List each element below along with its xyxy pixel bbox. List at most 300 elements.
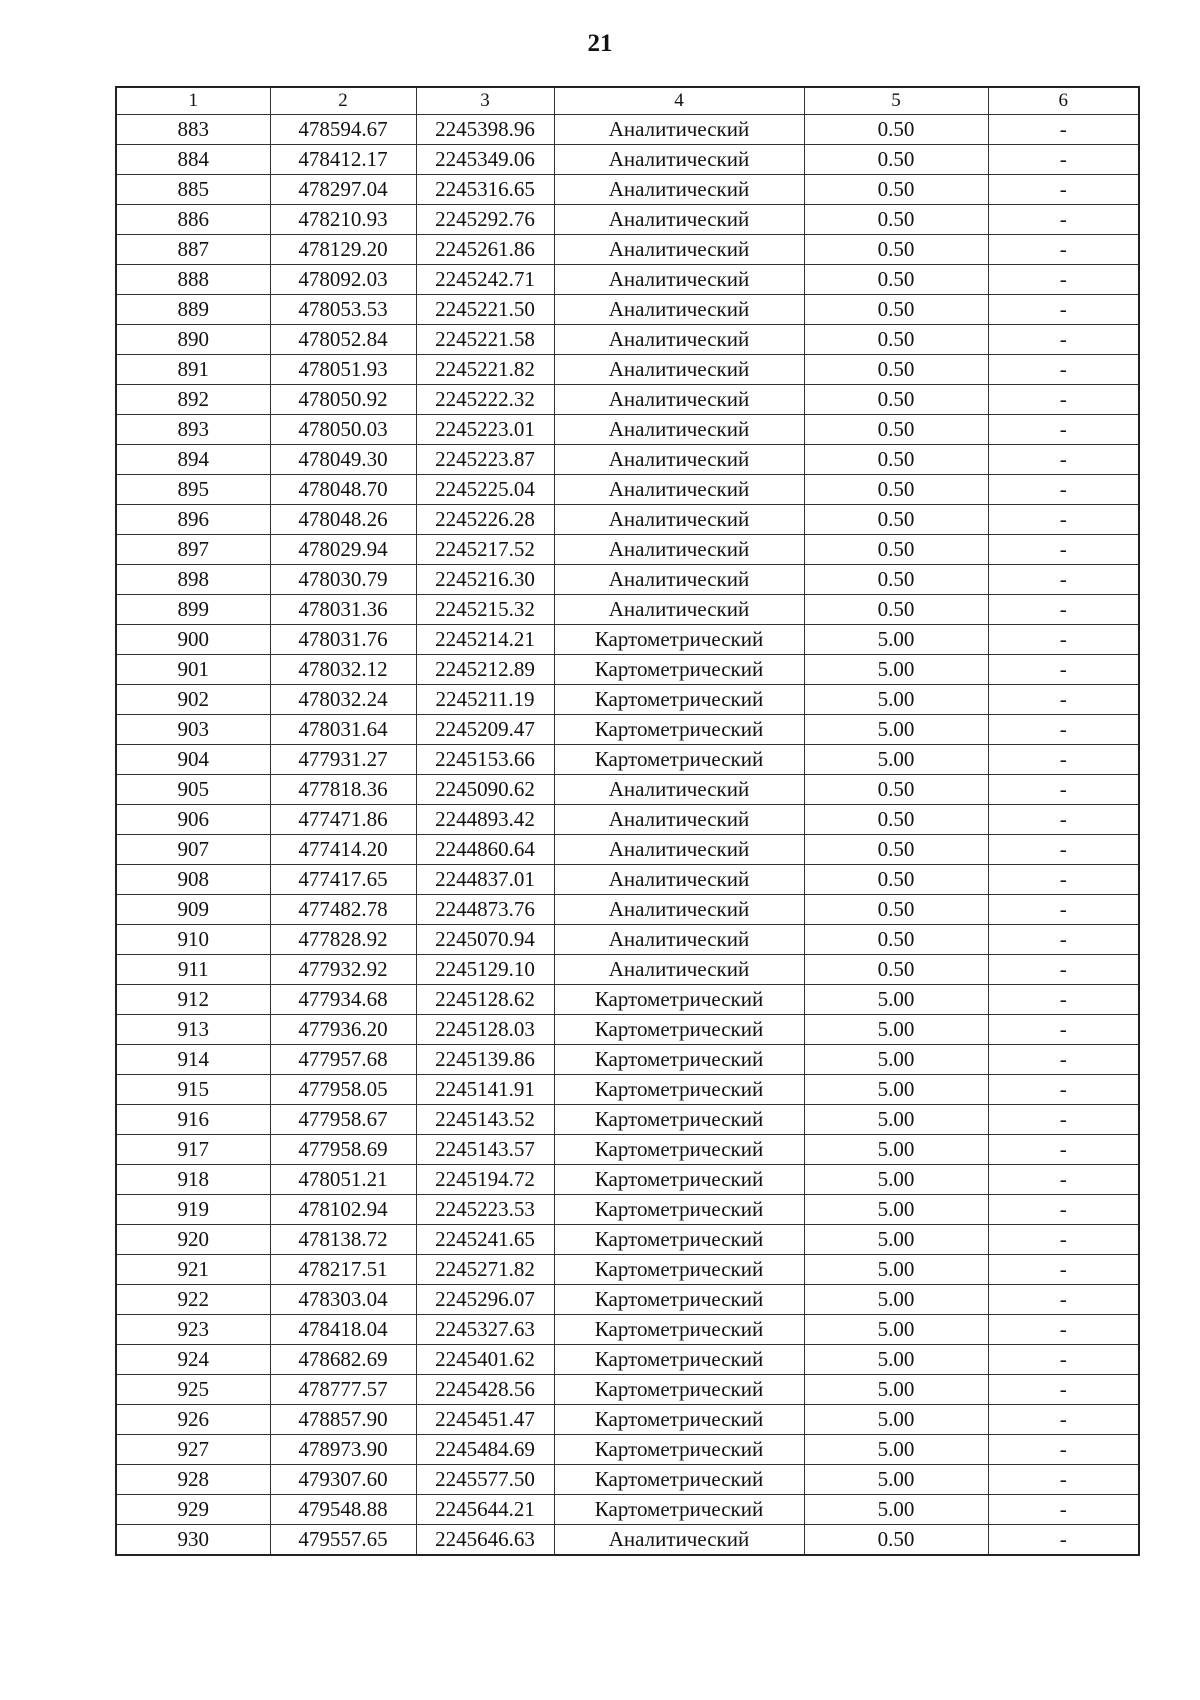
y-coordinate-cell: 2245153.66 [416, 745, 554, 775]
accuracy-cell: 0.50 [804, 505, 988, 535]
note-cell: - [988, 685, 1139, 715]
table-row [116, 1465, 1139, 1495]
accuracy-cell: 0.50 [804, 565, 988, 595]
note-cell: - [988, 1525, 1139, 1556]
point-number-cell: 886 [116, 205, 270, 235]
table-row [116, 625, 1139, 655]
note-cell: - [988, 955, 1139, 985]
point-number-cell: 924 [116, 1345, 270, 1375]
method-cell: Картометрический [554, 1195, 804, 1225]
method-cell: Аналитический [554, 505, 804, 535]
x-coordinate-cell: 478594.67 [270, 115, 416, 145]
table-row [116, 895, 1139, 925]
x-coordinate-cell: 478052.84 [270, 325, 416, 355]
method-cell: Картометрический [554, 625, 804, 655]
x-coordinate-cell: 479307.60 [270, 1465, 416, 1495]
method-cell: Картометрический [554, 1105, 804, 1135]
y-coordinate-cell: 2245241.65 [416, 1225, 554, 1255]
point-number-cell: 906 [116, 805, 270, 835]
accuracy-cell: 0.50 [804, 895, 988, 925]
method-cell: Аналитический [554, 325, 804, 355]
y-coordinate-cell: 2245316.65 [416, 175, 554, 205]
note-cell: - [988, 1465, 1139, 1495]
column-header: 1 [116, 87, 270, 115]
note-cell: - [988, 355, 1139, 385]
y-coordinate-cell: 2245577.50 [416, 1465, 554, 1495]
table-row [116, 115, 1139, 145]
y-coordinate-cell: 2245214.21 [416, 625, 554, 655]
table-row [116, 1105, 1139, 1135]
x-coordinate-cell: 478857.90 [270, 1405, 416, 1435]
y-coordinate-cell: 2245141.91 [416, 1075, 554, 1105]
table-row [116, 805, 1139, 835]
y-coordinate-cell: 2245349.06 [416, 145, 554, 175]
accuracy-cell: 5.00 [804, 1165, 988, 1195]
accuracy-cell: 0.50 [804, 775, 988, 805]
table-row [116, 535, 1139, 565]
table-row [116, 445, 1139, 475]
table-row [116, 715, 1139, 745]
note-cell: - [988, 1225, 1139, 1255]
table-row [116, 1435, 1139, 1465]
table-row [116, 1285, 1139, 1315]
point-number-cell: 907 [116, 835, 270, 865]
accuracy-cell: 0.50 [804, 415, 988, 445]
x-coordinate-cell: 479557.65 [270, 1525, 416, 1556]
accuracy-cell: 5.00 [804, 1135, 988, 1165]
note-cell: - [988, 265, 1139, 295]
y-coordinate-cell: 2245223.87 [416, 445, 554, 475]
table-row [116, 565, 1139, 595]
x-coordinate-cell: 478412.17 [270, 145, 416, 175]
note-cell: - [988, 1195, 1139, 1225]
table-row [116, 745, 1139, 775]
note-cell: - [988, 835, 1139, 865]
point-number-cell: 911 [116, 955, 270, 985]
y-coordinate-cell: 2245070.94 [416, 925, 554, 955]
accuracy-cell: 5.00 [804, 685, 988, 715]
x-coordinate-cell: 478129.20 [270, 235, 416, 265]
note-cell: - [988, 595, 1139, 625]
note-cell: - [988, 565, 1139, 595]
table-row [116, 475, 1139, 505]
x-coordinate-cell: 477958.67 [270, 1105, 416, 1135]
method-cell: Картометрический [554, 1435, 804, 1465]
y-coordinate-cell: 2245090.62 [416, 775, 554, 805]
table-row [116, 1345, 1139, 1375]
y-coordinate-cell: 2245398.96 [416, 115, 554, 145]
method-cell: Картометрический [554, 1255, 804, 1285]
x-coordinate-cell: 478050.92 [270, 385, 416, 415]
accuracy-cell: 5.00 [804, 1315, 988, 1345]
note-cell: - [988, 115, 1139, 145]
x-coordinate-cell: 477482.78 [270, 895, 416, 925]
table-row [116, 265, 1139, 295]
method-cell: Картометрический [554, 1345, 804, 1375]
note-cell: - [988, 865, 1139, 895]
y-coordinate-cell: 2245211.19 [416, 685, 554, 715]
x-coordinate-cell: 477934.68 [270, 985, 416, 1015]
method-cell: Аналитический [554, 895, 804, 925]
coordinates-table [115, 86, 1140, 1556]
note-cell: - [988, 1375, 1139, 1405]
accuracy-cell: 0.50 [804, 235, 988, 265]
point-number-cell: 930 [116, 1525, 270, 1556]
method-cell: Картометрический [554, 1075, 804, 1105]
y-coordinate-cell: 2245451.47 [416, 1405, 554, 1435]
accuracy-cell: 0.50 [804, 295, 988, 325]
x-coordinate-cell: 477417.65 [270, 865, 416, 895]
point-number-cell: 901 [116, 655, 270, 685]
point-number-cell: 910 [116, 925, 270, 955]
table-row [116, 145, 1139, 175]
point-number-cell: 905 [116, 775, 270, 805]
x-coordinate-cell: 477818.36 [270, 775, 416, 805]
x-coordinate-cell: 478048.70 [270, 475, 416, 505]
accuracy-cell: 5.00 [804, 655, 988, 685]
method-cell: Аналитический [554, 385, 804, 415]
accuracy-cell: 5.00 [804, 715, 988, 745]
y-coordinate-cell: 2245644.21 [416, 1495, 554, 1525]
point-number-cell: 917 [116, 1135, 270, 1165]
y-coordinate-cell: 2245212.89 [416, 655, 554, 685]
y-coordinate-cell: 2245484.69 [416, 1435, 554, 1465]
note-cell: - [988, 1345, 1139, 1375]
table-body [116, 115, 1139, 1556]
x-coordinate-cell: 479548.88 [270, 1495, 416, 1525]
table-row [116, 175, 1139, 205]
accuracy-cell: 5.00 [804, 1375, 988, 1405]
table-row [116, 205, 1139, 235]
method-cell: Аналитический [554, 775, 804, 805]
method-cell: Аналитический [554, 205, 804, 235]
point-number-cell: 920 [116, 1225, 270, 1255]
y-coordinate-cell: 2245225.04 [416, 475, 554, 505]
x-coordinate-cell: 478031.36 [270, 595, 416, 625]
note-cell: - [988, 1105, 1139, 1135]
point-number-cell: 915 [116, 1075, 270, 1105]
note-cell: - [988, 925, 1139, 955]
note-cell: - [988, 295, 1139, 325]
note-cell: - [988, 325, 1139, 355]
table-row [116, 835, 1139, 865]
x-coordinate-cell: 478032.12 [270, 655, 416, 685]
method-cell: Аналитический [554, 955, 804, 985]
y-coordinate-cell: 2245209.47 [416, 715, 554, 745]
accuracy-cell: 5.00 [804, 1195, 988, 1225]
y-coordinate-cell: 2245223.53 [416, 1195, 554, 1225]
column-header: 5 [804, 87, 988, 115]
table-row [116, 1495, 1139, 1525]
y-coordinate-cell: 2245215.32 [416, 595, 554, 625]
y-coordinate-cell: 2244893.42 [416, 805, 554, 835]
y-coordinate-cell: 2245242.71 [416, 265, 554, 295]
method-cell: Аналитический [554, 925, 804, 955]
header-row [116, 87, 1139, 115]
accuracy-cell: 0.50 [804, 835, 988, 865]
y-coordinate-cell: 2244873.76 [416, 895, 554, 925]
y-coordinate-cell: 2245223.01 [416, 415, 554, 445]
point-number-cell: 923 [116, 1315, 270, 1345]
note-cell: - [988, 805, 1139, 835]
table-row [116, 1315, 1139, 1345]
column-header: 3 [416, 87, 554, 115]
table-row [116, 1525, 1139, 1556]
y-coordinate-cell: 2245221.82 [416, 355, 554, 385]
column-header: 2 [270, 87, 416, 115]
note-cell: - [988, 475, 1139, 505]
accuracy-cell: 0.50 [804, 115, 988, 145]
note-cell: - [988, 1075, 1139, 1105]
method-cell: Аналитический [554, 865, 804, 895]
x-coordinate-cell: 478031.76 [270, 625, 416, 655]
note-cell: - [988, 625, 1139, 655]
note-cell: - [988, 205, 1139, 235]
note-cell: - [988, 775, 1139, 805]
table-row [116, 955, 1139, 985]
accuracy-cell: 5.00 [804, 1225, 988, 1255]
method-cell: Картометрический [554, 1285, 804, 1315]
point-number-cell: 908 [116, 865, 270, 895]
y-coordinate-cell: 2245139.86 [416, 1045, 554, 1075]
x-coordinate-cell: 478682.69 [270, 1345, 416, 1375]
method-cell: Аналитический [554, 805, 804, 835]
x-coordinate-cell: 477931.27 [270, 745, 416, 775]
y-coordinate-cell: 2245401.62 [416, 1345, 554, 1375]
accuracy-cell: 5.00 [804, 745, 988, 775]
accuracy-cell: 0.50 [804, 445, 988, 475]
note-cell: - [988, 1315, 1139, 1345]
method-cell: Аналитический [554, 175, 804, 205]
table-row [116, 1225, 1139, 1255]
note-cell: - [988, 535, 1139, 565]
point-number-cell: 898 [116, 565, 270, 595]
method-cell: Аналитический [554, 295, 804, 325]
y-coordinate-cell: 2245216.30 [416, 565, 554, 595]
table-row [116, 385, 1139, 415]
y-coordinate-cell: 2245217.52 [416, 535, 554, 565]
note-cell: - [988, 1165, 1139, 1195]
x-coordinate-cell: 478217.51 [270, 1255, 416, 1285]
x-coordinate-cell: 478297.04 [270, 175, 416, 205]
table-row [116, 655, 1139, 685]
y-coordinate-cell: 2245222.32 [416, 385, 554, 415]
y-coordinate-cell: 2245128.03 [416, 1015, 554, 1045]
y-coordinate-cell: 2245129.10 [416, 955, 554, 985]
table-row [116, 685, 1139, 715]
point-number-cell: 909 [116, 895, 270, 925]
x-coordinate-cell: 477828.92 [270, 925, 416, 955]
accuracy-cell: 5.00 [804, 625, 988, 655]
point-number-cell: 896 [116, 505, 270, 535]
point-number-cell: 897 [116, 535, 270, 565]
y-coordinate-cell: 2245646.63 [416, 1525, 554, 1556]
method-cell: Аналитический [554, 1525, 804, 1556]
note-cell: - [988, 505, 1139, 535]
x-coordinate-cell: 478048.26 [270, 505, 416, 535]
point-number-cell: 913 [116, 1015, 270, 1045]
y-coordinate-cell: 2245261.86 [416, 235, 554, 265]
y-coordinate-cell: 2245428.56 [416, 1375, 554, 1405]
table-header [116, 87, 1139, 115]
method-cell: Картометрический [554, 715, 804, 745]
note-cell: - [988, 235, 1139, 265]
method-cell: Картометрический [554, 1015, 804, 1045]
note-cell: - [988, 985, 1139, 1015]
point-number-cell: 922 [116, 1285, 270, 1315]
x-coordinate-cell: 478050.03 [270, 415, 416, 445]
table-row [116, 325, 1139, 355]
method-cell: Аналитический [554, 595, 804, 625]
x-coordinate-cell: 477957.68 [270, 1045, 416, 1075]
x-coordinate-cell: 478049.30 [270, 445, 416, 475]
y-coordinate-cell: 2245226.28 [416, 505, 554, 535]
point-number-cell: 928 [116, 1465, 270, 1495]
x-coordinate-cell: 478030.79 [270, 565, 416, 595]
accuracy-cell: 0.50 [804, 865, 988, 895]
point-number-cell: 899 [116, 595, 270, 625]
point-number-cell: 916 [116, 1105, 270, 1135]
method-cell: Аналитический [554, 265, 804, 295]
accuracy-cell: 0.50 [804, 205, 988, 235]
point-number-cell: 912 [116, 985, 270, 1015]
table-row [116, 1045, 1139, 1075]
x-coordinate-cell: 478777.57 [270, 1375, 416, 1405]
method-cell: Аналитический [554, 445, 804, 475]
method-cell: Картометрический [554, 745, 804, 775]
method-cell: Картометрический [554, 685, 804, 715]
point-number-cell: 890 [116, 325, 270, 355]
method-cell: Аналитический [554, 115, 804, 145]
x-coordinate-cell: 477932.92 [270, 955, 416, 985]
point-number-cell: 919 [116, 1195, 270, 1225]
accuracy-cell: 5.00 [804, 1285, 988, 1315]
y-coordinate-cell: 2245221.50 [416, 295, 554, 325]
table-row [116, 1375, 1139, 1405]
method-cell: Аналитический [554, 415, 804, 445]
note-cell: - [988, 415, 1139, 445]
point-number-cell: 925 [116, 1375, 270, 1405]
x-coordinate-cell: 478032.24 [270, 685, 416, 715]
accuracy-cell: 0.50 [804, 955, 988, 985]
table-row [116, 1135, 1139, 1165]
note-cell: - [988, 655, 1139, 685]
note-cell: - [988, 1495, 1139, 1525]
x-coordinate-cell: 477471.86 [270, 805, 416, 835]
accuracy-cell: 5.00 [804, 1255, 988, 1285]
accuracy-cell: 0.50 [804, 145, 988, 175]
y-coordinate-cell: 2245128.62 [416, 985, 554, 1015]
method-cell: Картометрический [554, 1495, 804, 1525]
point-number-cell: 891 [116, 355, 270, 385]
note-cell: - [988, 145, 1139, 175]
point-number-cell: 900 [116, 625, 270, 655]
point-number-cell: 918 [116, 1165, 270, 1195]
y-coordinate-cell: 2244837.01 [416, 865, 554, 895]
method-cell: Картометрический [554, 1405, 804, 1435]
method-cell: Картометрический [554, 1045, 804, 1075]
y-coordinate-cell: 2245194.72 [416, 1165, 554, 1195]
point-number-cell: 895 [116, 475, 270, 505]
table-row [116, 775, 1139, 805]
x-coordinate-cell: 478102.94 [270, 1195, 416, 1225]
page-number: 21 [587, 30, 613, 57]
accuracy-cell: 5.00 [804, 1105, 988, 1135]
table-row [116, 1165, 1139, 1195]
accuracy-cell: 0.50 [804, 175, 988, 205]
method-cell: Аналитический [554, 235, 804, 265]
table-row [116, 865, 1139, 895]
table-row [116, 415, 1139, 445]
note-cell: - [988, 1285, 1139, 1315]
table-row [116, 1405, 1139, 1435]
x-coordinate-cell: 478303.04 [270, 1285, 416, 1315]
point-number-cell: 893 [116, 415, 270, 445]
method-cell: Картометрический [554, 1375, 804, 1405]
table-row [116, 595, 1139, 625]
method-cell: Аналитический [554, 145, 804, 175]
accuracy-cell: 5.00 [804, 1015, 988, 1045]
accuracy-cell: 0.50 [804, 475, 988, 505]
x-coordinate-cell: 477414.20 [270, 835, 416, 865]
x-coordinate-cell: 478138.72 [270, 1225, 416, 1255]
method-cell: Аналитический [554, 565, 804, 595]
accuracy-cell: 0.50 [804, 265, 988, 295]
note-cell: - [988, 175, 1139, 205]
y-coordinate-cell: 2245143.57 [416, 1135, 554, 1165]
accuracy-cell: 5.00 [804, 985, 988, 1015]
point-number-cell: 903 [116, 715, 270, 745]
table-row [116, 1075, 1139, 1105]
accuracy-cell: 0.50 [804, 1525, 988, 1556]
point-number-cell: 894 [116, 445, 270, 475]
point-number-cell: 885 [116, 175, 270, 205]
point-number-cell: 927 [116, 1435, 270, 1465]
table-row [116, 295, 1139, 325]
accuracy-cell: 5.00 [804, 1075, 988, 1105]
accuracy-cell: 0.50 [804, 325, 988, 355]
method-cell: Картометрический [554, 1225, 804, 1255]
note-cell: - [988, 1045, 1139, 1075]
method-cell: Картометрический [554, 1315, 804, 1345]
method-cell: Аналитический [554, 835, 804, 865]
accuracy-cell: 5.00 [804, 1465, 988, 1495]
y-coordinate-cell: 2245271.82 [416, 1255, 554, 1285]
accuracy-cell: 0.50 [804, 385, 988, 415]
x-coordinate-cell: 478210.93 [270, 205, 416, 235]
x-coordinate-cell: 478973.90 [270, 1435, 416, 1465]
x-coordinate-cell: 478051.21 [270, 1165, 416, 1195]
x-coordinate-cell: 478031.64 [270, 715, 416, 745]
table-row [116, 985, 1139, 1015]
point-number-cell: 883 [116, 115, 270, 145]
x-coordinate-cell: 477958.69 [270, 1135, 416, 1165]
table-row [116, 1015, 1139, 1045]
accuracy-cell: 0.50 [804, 535, 988, 565]
table-row [116, 925, 1139, 955]
note-cell: - [988, 445, 1139, 475]
note-cell: - [988, 1135, 1139, 1165]
column-header: 6 [988, 87, 1139, 115]
accuracy-cell: 5.00 [804, 1045, 988, 1075]
method-cell: Картометрический [554, 1135, 804, 1165]
method-cell: Картометрический [554, 985, 804, 1015]
note-cell: - [988, 385, 1139, 415]
table-row [116, 1195, 1139, 1225]
y-coordinate-cell: 2245296.07 [416, 1285, 554, 1315]
y-coordinate-cell: 2245143.52 [416, 1105, 554, 1135]
column-header: 4 [554, 87, 804, 115]
